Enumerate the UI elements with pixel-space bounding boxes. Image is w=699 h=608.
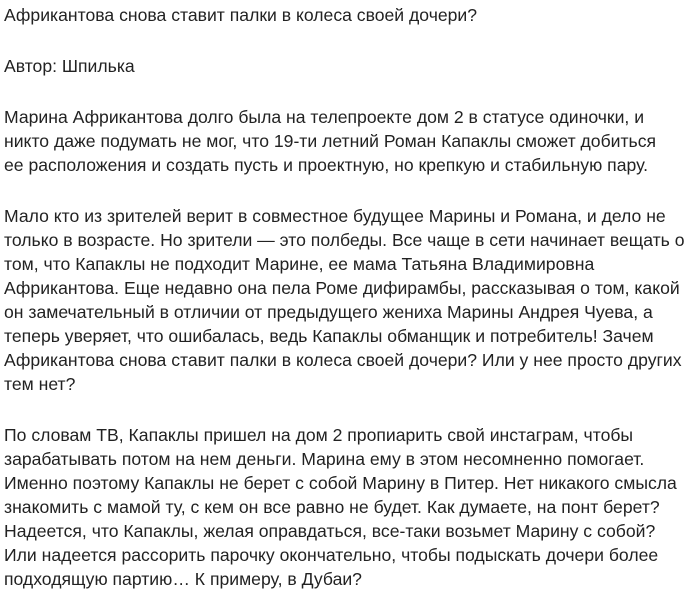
- paragraph-line: том, что Капаклы не подходит Марине, ее мама Татьяна Владимировна: [4, 254, 595, 274]
- paragraph-line: Марина Африкантова долго была на телепроекте дом 2 в статусе одиночки, и: [4, 107, 645, 127]
- paragraph-line: По словам ТВ, Капаклы пришел на дом 2 пропиарить свой инстаграм, чтобы: [4, 425, 634, 445]
- spacer: [4, 177, 696, 204]
- article-author: Автор: Шпилька: [4, 56, 135, 76]
- article: [4, 0, 696, 591]
- paragraph-line: только в возрасте. Но зрители — это полбеды. Все чаще в сети начинает вещать о: [4, 230, 685, 250]
- paragraph-line: Именно поэтому Капаклы не берет с собой Марину в Питер. Нет никакого смысла: [4, 473, 677, 493]
- paragraph-line: Или надеется рассорить парочку окончательно, чтобы подыскать дочери более: [4, 545, 659, 565]
- spacer: [4, 78, 696, 105]
- paragraph-1: [4, 105, 696, 177]
- paragraph-line: теперь уверяет, что ошибалась, ведь Капаклы обманщик и потребитель! Зачем: [4, 326, 654, 346]
- paragraph-line: подходящую партию… К примеру, в Дубаи?: [4, 569, 362, 589]
- paragraph-line: Мало кто из зрителей верит в совместное будущее Марины и Романа, и дело не: [4, 206, 666, 226]
- paragraph-line: ее расположения и создать пусть и проектную, но крепкую и стабильную пару.: [4, 155, 649, 175]
- paragraph-3: [4, 423, 696, 591]
- paragraph-line: он замечательный в отличии от предыдущего жениха Марины Андрея Чуева, а: [4, 302, 653, 322]
- paragraph-line: никто даже подумать не мог, что 19-ти летний Роман Капаклы сможет добиться: [4, 131, 657, 151]
- paragraph-line: Надеется, что Капаклы, желая оправдаться, все-таки возьмет Марину с собой?: [4, 521, 656, 541]
- paragraph-line: Африкантова снова ставит палки в колеса своей дочери? Или у нее просто других: [4, 350, 682, 370]
- paragraph-2: [4, 204, 696, 396]
- paragraph-line: Африкантова. Еще недавно она пела Роме дифирамбы, рассказывая о том, какой: [4, 278, 680, 298]
- paragraph-line: тем нет?: [4, 374, 76, 394]
- spacer: [4, 396, 696, 423]
- article-title: Африкантова снова ставит палки в колеса своей дочери?: [4, 5, 478, 25]
- paragraph-line: знакомить с мамой ту, с кем он все равно не будет. Как думаете, на понт берет?: [4, 497, 660, 517]
- paragraph-line: зарабатывать потом на нем деньги. Марина ему в этом несомненно помогает.: [4, 449, 645, 469]
- spacer: [4, 27, 696, 54]
